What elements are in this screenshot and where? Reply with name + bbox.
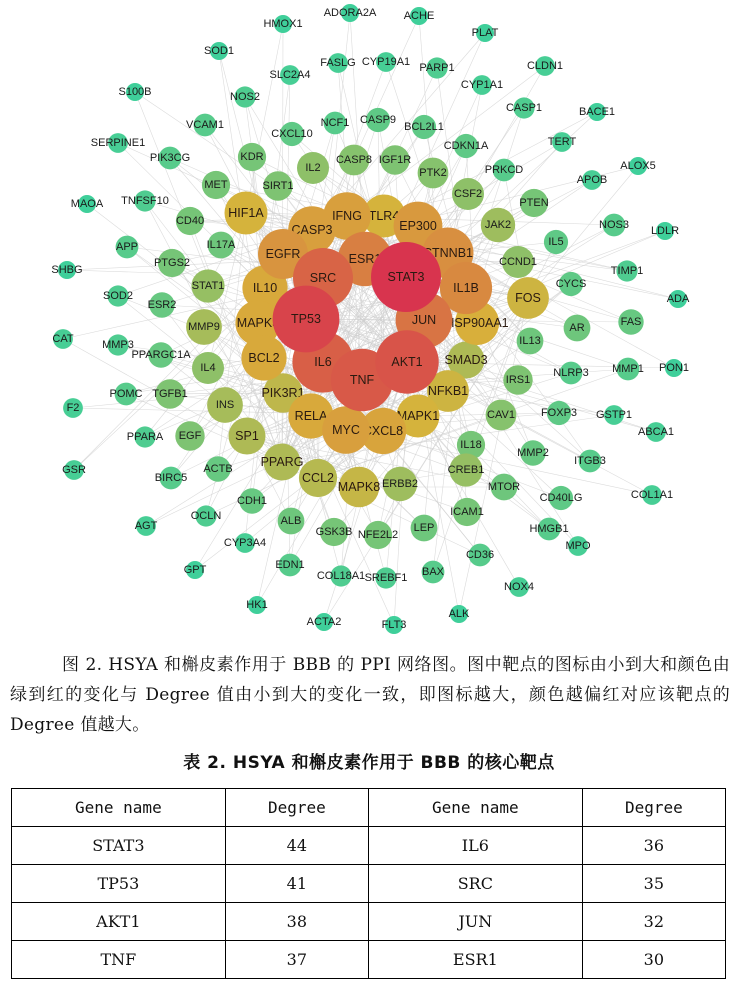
- node-label: LDLR: [650, 225, 680, 237]
- network-node: [184, 561, 207, 579]
- network-node: [506, 97, 542, 118]
- node-label: IL1B: [453, 281, 479, 295]
- network-node: [192, 352, 224, 384]
- node-label: CD40: [175, 215, 205, 227]
- node-label: EGF: [178, 430, 202, 442]
- network-node: [246, 596, 267, 614]
- core-targets-table: [11, 788, 726, 979]
- node-label: ESR2: [147, 299, 177, 311]
- network-node: [461, 75, 503, 95]
- network-node: [379, 145, 411, 174]
- node-label: PTEN: [519, 197, 549, 209]
- node-label: IL5: [548, 236, 564, 248]
- network-node: [659, 359, 689, 377]
- node-label: ALOX5: [620, 160, 656, 172]
- table-title: 表 2. HSYA 和槲皮素作用于 BBB 的核心靶点: [183, 753, 555, 773]
- network-node: [320, 53, 355, 73]
- node-label: IL13: [519, 335, 541, 347]
- node-label: VCAM1: [186, 119, 224, 131]
- node-label: NFKB1: [427, 384, 469, 398]
- node-label: F2: [66, 402, 80, 414]
- network-node: [667, 290, 690, 308]
- node-label: JAK2: [484, 219, 512, 231]
- network-node: [504, 577, 534, 597]
- node-label: OCLN: [190, 510, 222, 522]
- node-label: APOB: [576, 174, 608, 186]
- node-label: KDR: [240, 151, 264, 163]
- network-node: [150, 147, 190, 170]
- network-node: [620, 157, 655, 175]
- network-node: [362, 52, 410, 72]
- node-label: IGF1R: [378, 154, 412, 166]
- node-label: MYC: [332, 423, 360, 437]
- network-node: [176, 207, 204, 235]
- network-node: [273, 286, 340, 353]
- node-label: MMP9: [188, 321, 220, 333]
- network-node: [116, 236, 139, 259]
- node-label: MMP1: [612, 363, 644, 375]
- node-label: HK1: [246, 599, 268, 611]
- node-label: FAS: [620, 316, 642, 328]
- node-label: PRKCD: [484, 164, 524, 176]
- network-node: [419, 57, 454, 78]
- node-label: ADORA2A: [323, 7, 377, 19]
- node-label: MTOR: [487, 481, 521, 493]
- node-label: SOD2: [103, 290, 133, 302]
- node-label: ICAM1: [450, 506, 484, 518]
- node-label: ACHE: [403, 10, 435, 22]
- network-node: [186, 309, 222, 345]
- node-label: MAPK3: [236, 316, 280, 330]
- network-node: [63, 398, 83, 418]
- network-node: [224, 533, 266, 553]
- table-cell: TNF: [12, 941, 226, 979]
- table-row: [12, 941, 726, 979]
- node-label: PPARGC1A: [131, 349, 191, 361]
- network-node: [371, 242, 441, 312]
- node-label: BIRC5: [154, 472, 188, 484]
- network-node: [360, 108, 396, 132]
- node-label: NLRP3: [553, 367, 589, 379]
- node-label: TLR4: [368, 209, 400, 223]
- node-label: SIRT1: [262, 180, 294, 192]
- network-node: [127, 426, 164, 447]
- table-cell: 38: [225, 903, 368, 941]
- network-node: [275, 554, 304, 577]
- node-label: CAV1: [487, 409, 515, 421]
- network-node: [102, 334, 134, 355]
- node-label: PIK3R1: [261, 386, 305, 400]
- node-label: PTK2: [419, 167, 447, 179]
- node-label: CCND1: [499, 256, 537, 268]
- table-cell: JUN: [368, 903, 582, 941]
- network-node: [553, 362, 588, 385]
- network-node: [297, 152, 329, 184]
- node-label: SOD1: [204, 45, 234, 57]
- table-cell: AKT1: [12, 903, 226, 941]
- network-node: [481, 208, 515, 242]
- network-node: [529, 518, 568, 541]
- network-node: [631, 485, 673, 505]
- header-degree-2: Degree: [582, 789, 725, 827]
- node-label: PTGS2: [153, 257, 191, 269]
- node-label: GSR: [62, 464, 86, 476]
- table-row: [12, 903, 726, 941]
- network-node: [237, 488, 267, 513]
- node-label: NFE2L2: [357, 529, 399, 541]
- network-node: [148, 292, 177, 317]
- network-node: [565, 536, 591, 556]
- node-label: HMOX1: [263, 18, 303, 30]
- table-cell: 35: [582, 865, 725, 903]
- node-label: SREBF1: [364, 572, 408, 584]
- table-cell: 44: [225, 827, 368, 865]
- node-label: CASP1: [505, 102, 543, 114]
- node-label: PLAT: [471, 27, 499, 39]
- node-label: GPT: [183, 564, 207, 576]
- node-label: CSF2: [453, 188, 483, 200]
- network-node: [485, 159, 524, 182]
- network-node: [574, 450, 606, 473]
- node-label: HMGB1: [529, 523, 569, 535]
- node-label: CYP3A4: [223, 537, 267, 549]
- node-label: FLT3: [381, 619, 407, 631]
- network-node: [517, 328, 544, 355]
- network-node: [651, 222, 679, 240]
- node-label: PON1: [659, 362, 689, 374]
- node-label: ESR1: [348, 252, 382, 266]
- network-node: [103, 285, 133, 306]
- table-cell: TP53: [12, 865, 226, 903]
- network-node: [638, 422, 674, 442]
- node-label: SP1: [235, 429, 259, 443]
- network-node: [191, 269, 224, 302]
- table-cell: IL6: [368, 827, 582, 865]
- network-node: [321, 112, 350, 135]
- node-label: CASP8: [335, 154, 373, 166]
- node-label: CDKN1A: [443, 140, 489, 152]
- node-label: FOXP3: [540, 407, 578, 419]
- network-node: [118, 83, 151, 101]
- network-node: [52, 329, 73, 349]
- network-node: [51, 261, 82, 279]
- network-node: [507, 277, 549, 319]
- network-node: [175, 421, 204, 450]
- network-node: [204, 42, 234, 60]
- node-label: IL17A: [206, 239, 236, 251]
- node-label: IL4: [200, 362, 216, 374]
- network-node: [540, 486, 583, 510]
- node-label: NOS2: [230, 91, 260, 103]
- node-label: CYCS: [555, 278, 587, 290]
- network-node: [202, 171, 230, 199]
- node-label: IL2: [305, 162, 321, 174]
- node-label: IFNG: [332, 209, 362, 223]
- node-label: ABCA1: [637, 426, 675, 438]
- network-node: [322, 406, 370, 454]
- node-label: ERBB2: [381, 478, 419, 490]
- network-node: [579, 103, 615, 121]
- node-label: BACE1: [578, 106, 616, 118]
- network-node: [207, 387, 243, 423]
- node-label: SERPINE1: [90, 137, 146, 149]
- node-label: EP300: [399, 219, 437, 233]
- network-node: [472, 24, 499, 42]
- network-node: [324, 4, 377, 22]
- node-label: PPARA: [126, 431, 164, 443]
- network-node: [336, 145, 372, 176]
- node-label: CD36: [465, 549, 495, 561]
- table-cell: 37: [225, 941, 368, 979]
- node-label: SRC: [309, 271, 337, 285]
- node-label: PIK3CG: [149, 152, 191, 164]
- node-label: MMP3: [102, 339, 134, 351]
- network-node: [270, 65, 311, 85]
- network-node: [404, 7, 435, 25]
- network-node: [452, 178, 484, 210]
- network-node: [519, 189, 548, 217]
- network-node: [299, 459, 337, 497]
- network-node: [263, 171, 294, 200]
- node-label: INS: [215, 399, 235, 411]
- node-label: CYP1A1: [460, 79, 504, 91]
- network-node: [375, 330, 438, 393]
- node-label: CASP3: [291, 223, 333, 237]
- node-label: FASLG: [320, 57, 356, 69]
- node-label: BCL2: [248, 351, 280, 365]
- node-label: CXCL10: [271, 128, 313, 140]
- network-node: [564, 315, 591, 342]
- node-label: PPARG: [260, 455, 304, 469]
- table-header-row: [12, 789, 726, 827]
- network-node: [263, 15, 302, 33]
- node-label: CD40LG: [539, 492, 583, 504]
- node-label: GSTP1: [595, 409, 633, 421]
- node-label: FOS: [515, 291, 541, 305]
- node-label: BCL2L1: [404, 121, 444, 133]
- table-cell: 36: [582, 827, 725, 865]
- table-row: [12, 865, 726, 903]
- node-label: POMC: [109, 388, 143, 400]
- node-label: ITGB3: [574, 455, 606, 467]
- network-node: [596, 405, 632, 425]
- node-label: SMAD3: [444, 353, 488, 367]
- network-node: [450, 498, 484, 526]
- node-label: SHBG: [51, 264, 83, 276]
- node-label: BAX: [421, 566, 445, 578]
- node-label: EGFR: [265, 247, 301, 261]
- network-node: [358, 521, 398, 549]
- network-node: [618, 309, 643, 334]
- network-node: [365, 567, 408, 588]
- network-node: [449, 605, 470, 623]
- network-node: [307, 613, 342, 631]
- node-label: IL6: [314, 355, 332, 369]
- node-label: CREB1: [447, 464, 485, 476]
- network-node: [411, 515, 438, 542]
- table-cell: STAT3: [12, 827, 226, 865]
- node-label: NOS3: [599, 219, 629, 231]
- network-node: [499, 246, 537, 278]
- node-label: STAT1: [191, 280, 225, 292]
- node-label: ACTB: [203, 463, 233, 475]
- header-gene-name-2: Gene name: [368, 789, 582, 827]
- figure-caption: 图 2. HSYA 和槲皮素作用于 BBB 的 PPI 网络图。图中靶点的图标由小到大和颜色由绿到红的变化与 Degree 值由小到大的变化一致，即图标越大，颜色越偏红对应该靶点的 Degree 值越大。: [10, 655, 730, 735]
- network-node: [418, 158, 449, 189]
- table-row: [12, 827, 726, 865]
- node-label: TNFSF10: [121, 195, 169, 207]
- node-label: CXCL8: [362, 424, 404, 438]
- node-label: JUN: [411, 313, 437, 327]
- node-label: AGT: [134, 520, 158, 532]
- node-label: TNF: [349, 373, 375, 387]
- network-node: [91, 133, 145, 153]
- node-label: CCL2: [302, 471, 334, 485]
- node-label: TP53: [291, 312, 321, 326]
- network-node: [71, 195, 104, 213]
- node-label: APP: [115, 241, 139, 253]
- node-label: MAPK8: [337, 480, 381, 494]
- node-label: MMP2: [517, 447, 549, 459]
- network-node: [186, 114, 224, 137]
- node-label: CAT: [52, 333, 74, 345]
- network-node: [382, 616, 407, 634]
- network-node: [278, 508, 305, 535]
- node-label: MAPK1: [396, 409, 440, 423]
- network-node: [611, 260, 643, 281]
- node-label: RELA: [294, 409, 328, 423]
- node-label: CASP9: [359, 114, 397, 126]
- node-label: AR: [569, 322, 585, 334]
- table-cell: 41: [225, 865, 368, 903]
- node-label: HSP90AA1: [445, 316, 509, 330]
- network-node: [121, 190, 169, 211]
- node-label: TERT: [547, 136, 577, 148]
- node-label: NOX4: [504, 581, 534, 593]
- header-degree-1: Degree: [225, 789, 368, 827]
- node-label: COL1A1: [630, 489, 674, 501]
- network-node: [191, 505, 222, 526]
- node-label: GSK3B: [315, 526, 353, 538]
- network-node: [488, 474, 520, 501]
- network-node: [527, 56, 563, 76]
- table-cell: SRC: [368, 865, 582, 903]
- node-label: MPO: [565, 540, 591, 552]
- network-node: [271, 122, 313, 146]
- node-label: TIMP1: [610, 265, 644, 277]
- node-label: MAOA: [70, 198, 104, 210]
- network-node: [135, 516, 158, 536]
- network-node: [155, 467, 187, 490]
- network-node: [316, 518, 353, 546]
- network-node: [612, 358, 644, 381]
- node-label: LEP: [413, 522, 435, 534]
- node-label: ALK: [448, 608, 470, 620]
- node-label: NCF1: [320, 117, 350, 129]
- network-node: [229, 418, 266, 455]
- node-label: IL18: [460, 439, 482, 451]
- node-label: TGFB1: [152, 388, 188, 400]
- network-node: [241, 335, 286, 380]
- node-label: ALB: [280, 515, 302, 527]
- node-label: CLDN1: [526, 60, 564, 72]
- network-node: [225, 192, 268, 235]
- network-node: [599, 214, 629, 237]
- node-label: IL10: [252, 281, 278, 295]
- network-node: [503, 365, 532, 394]
- network-node: [422, 561, 445, 584]
- network-node: [544, 230, 568, 254]
- table-cell: 30: [582, 941, 725, 979]
- table-cell: ESR1: [368, 941, 582, 979]
- node-label: S100B: [118, 86, 152, 98]
- network-node: [486, 400, 517, 431]
- node-label: AKT1: [391, 355, 423, 369]
- node-label: MET: [204, 179, 228, 191]
- node-label: CYP19A1: [361, 56, 411, 68]
- node-label: IRS1: [505, 374, 531, 386]
- network-node: [238, 143, 266, 171]
- network-node: [152, 379, 187, 408]
- network-node: [338, 467, 380, 508]
- header-gene-name-1: Gene name: [12, 789, 226, 827]
- table-cell: 32: [582, 903, 725, 941]
- node-label: EDN1: [275, 559, 305, 571]
- node-label: STAT3: [387, 270, 425, 284]
- node-label: ADA: [666, 293, 690, 305]
- node-label: PARP1: [419, 62, 455, 74]
- network-node: [230, 86, 260, 107]
- network-node: [62, 460, 86, 480]
- network-node: [548, 132, 577, 152]
- node-label: SLC2A4: [269, 69, 311, 81]
- node-label: HIF1A: [228, 206, 264, 220]
- node-label: ACTA2: [306, 616, 342, 628]
- node-label: CDH1: [237, 495, 267, 507]
- node-label: COL18A1: [316, 570, 366, 582]
- node-label: CTNNB1: [422, 246, 474, 260]
